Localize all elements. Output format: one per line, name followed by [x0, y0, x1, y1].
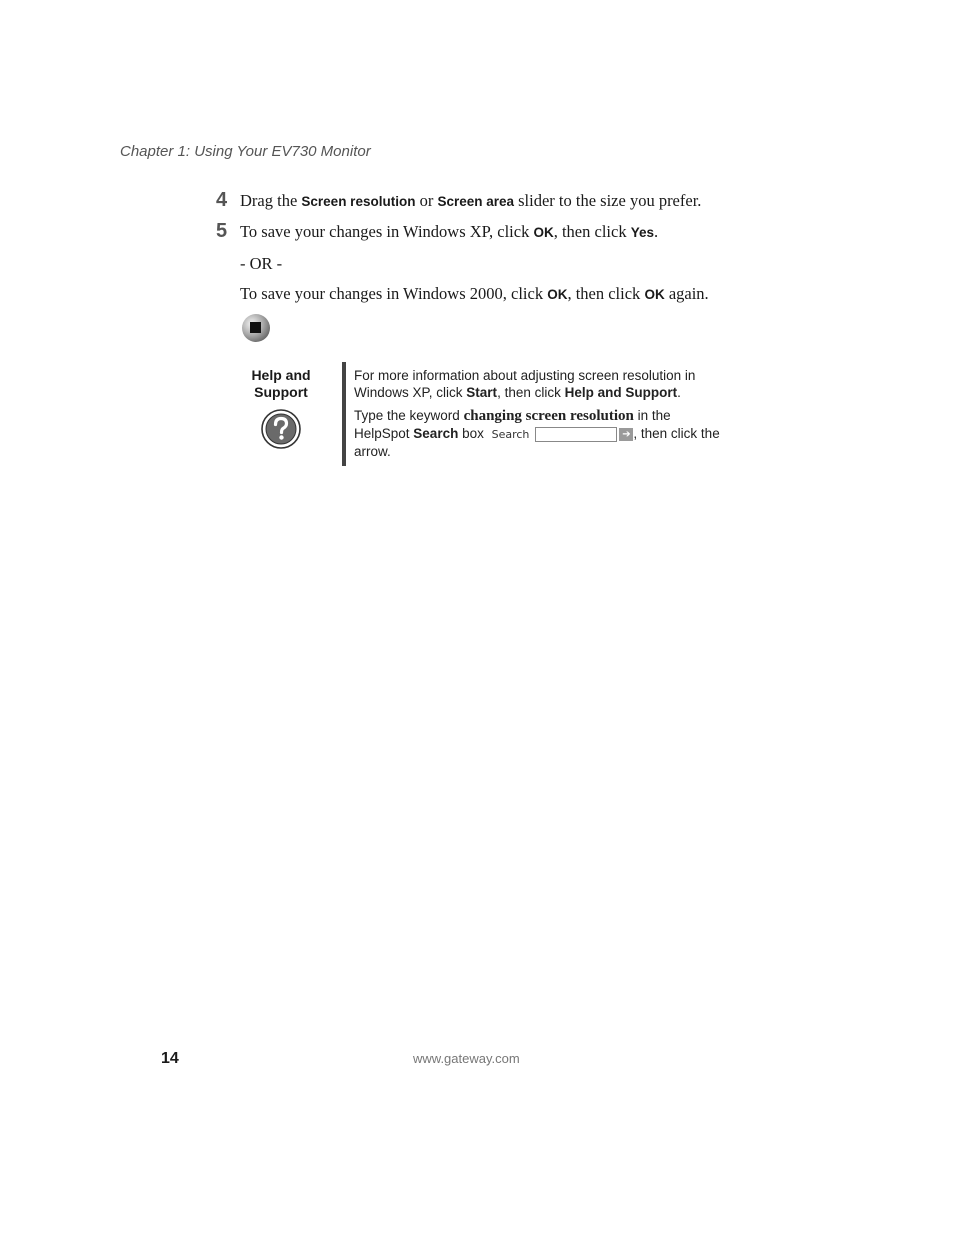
chapter-header: Chapter 1: Using Your EV730 Monitor: [120, 143, 371, 160]
search-keyword: changing screen resolution: [463, 408, 634, 424]
help-question-icon: [260, 408, 302, 450]
ui-term-ok: OK: [644, 287, 665, 302]
windows-2000-instruction: [240, 284, 709, 304]
ui-term-start: Start: [466, 385, 498, 400]
help-text-run: box: [458, 426, 488, 441]
step-5: [216, 221, 658, 243]
step-number: 5: [216, 220, 228, 242]
instruction-text: To save your changes in Windows 2000, click: [240, 284, 548, 303]
step-text: .: [653, 222, 659, 241]
ui-term-ok: OK: [533, 225, 554, 240]
footer-url: www.gateway.com: [413, 1051, 520, 1066]
help-paragraph: [354, 407, 724, 460]
sidebar-divider: [342, 362, 346, 466]
help-text-run: Type the keyword: [354, 408, 464, 423]
help-text: [354, 367, 724, 466]
or-separator: - OR -: [240, 254, 283, 273]
search-input: [535, 427, 617, 442]
ui-term-help-and-support: Help and Support: [564, 385, 678, 400]
help-label-line: Help and: [251, 367, 311, 383]
search-label: Search: [491, 427, 530, 441]
step-text: or: [415, 191, 438, 210]
stop-icon: [242, 314, 270, 342]
step-text: To save your changes in Windows XP, click: [240, 222, 534, 241]
help-text-run: , then click: [497, 385, 565, 400]
instruction-text: again.: [664, 284, 709, 303]
ui-term-yes: Yes: [630, 225, 654, 240]
help-text-run: in the HelpSpot: [354, 408, 671, 441]
help-text-run: For more information about adjusting screen resolution in Windows XP, click: [354, 368, 696, 400]
ui-term-ok: OK: [547, 287, 568, 302]
search-box-illustration: [488, 426, 634, 443]
step-4: [216, 190, 701, 212]
step-text: , then click: [553, 222, 631, 241]
help-paragraph: [354, 367, 724, 401]
ui-term-screen-resolution: Screen resolution: [301, 194, 416, 209]
help-label-line: Support: [254, 384, 308, 400]
help-text-run: .: [677, 385, 681, 400]
page-number: 14: [161, 1050, 179, 1067]
step-text: slider to the size you prefer.: [514, 191, 702, 210]
arrow-right-icon: ➔: [619, 428, 633, 441]
ui-term-screen-area: Screen area: [437, 194, 515, 209]
step-number: 4: [216, 189, 228, 211]
help-and-support-label: [244, 367, 318, 401]
step-text: Drag the: [240, 191, 302, 210]
ui-term-search: Search: [413, 426, 459, 441]
help-text-run: , then click the arrow.: [354, 426, 720, 459]
instruction-text: , then click: [567, 284, 645, 303]
